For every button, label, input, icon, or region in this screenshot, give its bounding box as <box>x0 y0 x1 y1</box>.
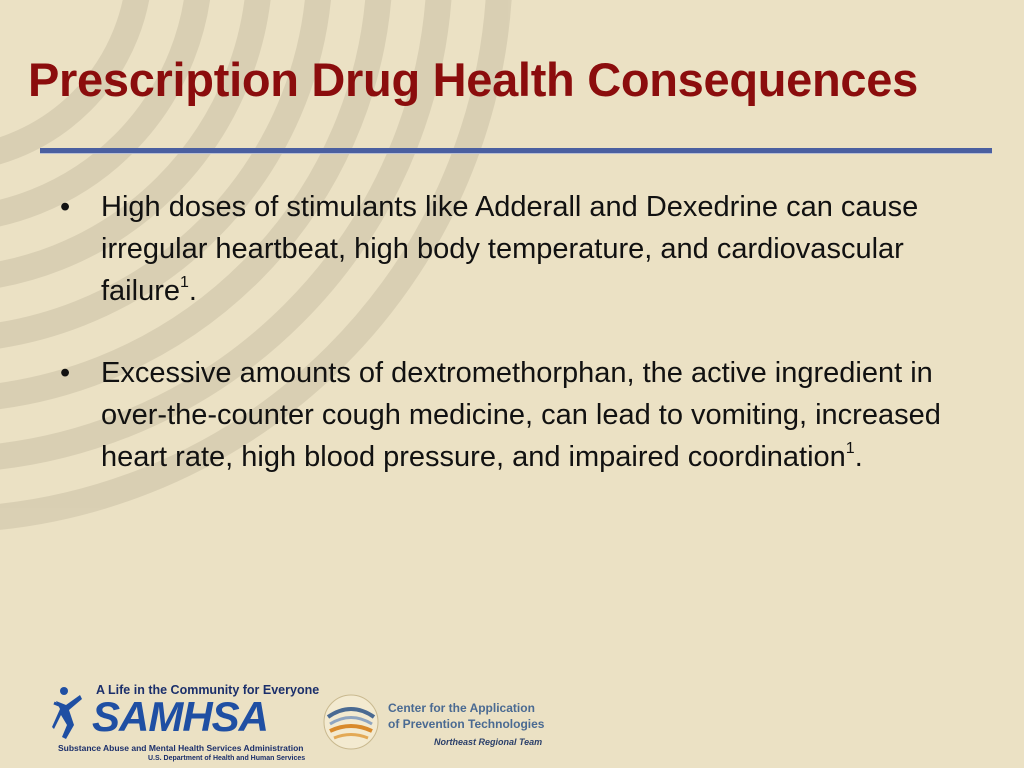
bullet-item <box>60 186 960 312</box>
samhsa-logo <box>52 683 320 765</box>
bullet-text: Excessive amounts of dextromethorphan, the active ingredient in over-the-counter cough medicine, can lead to vomiting, increased heart rate, high blood pressure, and impaired coordination <box>101 357 941 473</box>
bullet-end: . <box>854 441 863 473</box>
footnote-ref: 1 <box>845 440 855 458</box>
capt-name-line2: of Prevention Technologies <box>388 717 545 731</box>
samhsa-wordmark: SAMHSA <box>92 693 269 740</box>
footnote-ref: 1 <box>180 274 189 292</box>
samhsa-subtitle: Substance Abuse and Mental Health Services Administration <box>58 743 304 753</box>
capt-logo <box>322 693 545 753</box>
bullet-marker: • <box>60 191 71 223</box>
bullet-text: High doses of stimulants like Adderall and Dexedrine can cause irregular heartbeat, high body temperature, and cardiovascular failure <box>101 191 919 307</box>
bullet-end: . <box>188 275 197 307</box>
capt-name-line1: Center for the Application <box>388 701 535 715</box>
capt-swirl-icon <box>322 693 380 751</box>
samhsa-department: U.S. Department of Health and Human Services <box>148 755 306 762</box>
slide-title: Prescription Drug Health Consequences <box>28 53 918 106</box>
bullet-item <box>60 352 960 478</box>
title-divider <box>40 148 992 154</box>
capt-team: Northeast Regional Team <box>434 737 543 747</box>
bullet-list <box>60 186 960 518</box>
person-figure-icon <box>52 685 92 741</box>
samhsa-tagline: A Life in the Community for Everyone <box>96 683 320 697</box>
bullet-marker: • <box>60 357 71 389</box>
